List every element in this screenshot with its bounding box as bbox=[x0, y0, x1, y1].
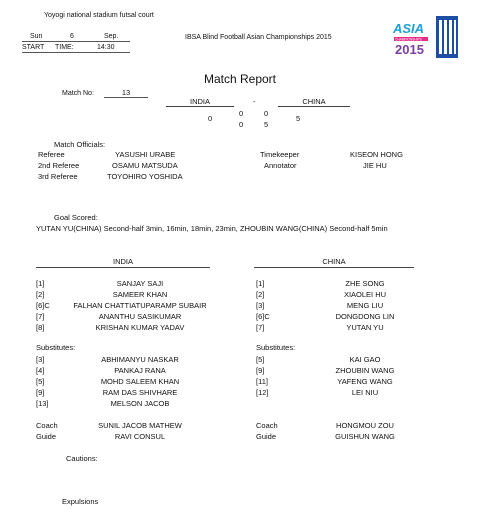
second-referee-name: OSAMU MATSUDA bbox=[112, 161, 178, 170]
referee-name: YASUSHI URABE bbox=[115, 150, 176, 159]
list-item: [6]C bbox=[256, 312, 270, 321]
list-item: [2] bbox=[256, 290, 265, 299]
india-coach-name: SUNIL JACOB MATHEW bbox=[98, 421, 182, 430]
first-half-home: 0 bbox=[239, 109, 244, 118]
home-total-score: 0 bbox=[208, 114, 213, 123]
report-title: Match Report bbox=[203, 72, 277, 86]
list-item: [6]C bbox=[36, 301, 50, 310]
team-home-header: INDIA bbox=[189, 97, 210, 106]
list-item: [13] bbox=[36, 399, 49, 408]
date-day: 6 bbox=[70, 33, 74, 40]
venue: Yoyogi national stadium futsal court bbox=[44, 12, 154, 19]
list-item: RAM DAS SHIVHARE bbox=[102, 388, 178, 397]
annotator-label: Annotator bbox=[264, 161, 297, 170]
expulsions-label: Expulsions bbox=[62, 497, 99, 506]
first-half-away: 0 bbox=[264, 109, 269, 118]
second-half-away: 5 bbox=[264, 120, 269, 129]
svg-text:CHAMPIONSHIPS: CHAMPIONSHIPS bbox=[395, 37, 422, 42]
list-item: ANANTHU SASIKUMAR bbox=[98, 312, 182, 321]
india-coach-label: Coach bbox=[36, 421, 58, 430]
ibsa-logo bbox=[436, 16, 458, 58]
start-time: 14:30 bbox=[97, 44, 115, 51]
second-half-home: 0 bbox=[239, 120, 244, 129]
annotator-name: JIE HU bbox=[363, 161, 387, 170]
list-item: ZHOUBIN WANG bbox=[335, 366, 395, 375]
timekeeper-name: KISEON HONG bbox=[350, 150, 403, 159]
cautions-label: Cautions: bbox=[66, 454, 98, 463]
list-item: [7] bbox=[256, 323, 265, 332]
timekeeper-label: Timekeeper bbox=[260, 150, 300, 159]
team-away-header: CHINA bbox=[302, 97, 326, 106]
away-total-score: 5 bbox=[296, 114, 301, 123]
match-no-underline bbox=[104, 97, 148, 98]
away-header-underline bbox=[278, 106, 350, 107]
list-item: XIAOLEI HU bbox=[343, 290, 387, 299]
india-team-header: INDIA bbox=[112, 257, 133, 266]
list-item: LEI NIU bbox=[351, 388, 379, 397]
list-item: MENG LIU bbox=[346, 301, 384, 310]
svg-text:ASIA: ASIA bbox=[393, 21, 425, 36]
china-coach-name: HONGMOU ZOU bbox=[336, 421, 394, 430]
list-item: [5] bbox=[36, 377, 45, 386]
india-guide-label: Guide bbox=[36, 432, 57, 441]
list-item: [7] bbox=[36, 312, 45, 321]
list-item: [12] bbox=[256, 388, 269, 397]
list-item: [5] bbox=[256, 355, 265, 364]
date-month: Sep. bbox=[104, 33, 119, 40]
score-dash: - bbox=[253, 97, 256, 106]
third-referee-label: 3rd Referee bbox=[38, 172, 78, 181]
china-subs-label: Substitutes: bbox=[256, 343, 296, 352]
date-underline bbox=[22, 41, 130, 42]
start-label: START bbox=[22, 44, 45, 51]
match-no: 13 bbox=[121, 88, 131, 97]
list-item: [11] bbox=[256, 377, 268, 386]
list-item: FALHAN CHATTIATUPARAMP SUBAIR bbox=[73, 301, 207, 310]
third-referee-name: TOYOHIRO YOSHIDA bbox=[107, 172, 183, 181]
china-coach-label: Coach bbox=[256, 421, 278, 430]
india-subs-label: Substitutes: bbox=[36, 343, 76, 352]
list-item: [3] bbox=[256, 301, 265, 310]
list-item: PANKAJ RANA bbox=[114, 366, 166, 375]
list-item: ZHE SONG bbox=[345, 279, 385, 288]
goals-text: YUTAN YU(CHINA) Second-half 3min, 16min, 18min, 23min, ZHOUBIN WANG(CHINA) Second-half 5min bbox=[36, 224, 388, 233]
india-guide-name: RAVI CONSUL bbox=[114, 432, 166, 441]
list-item: DONGDONG LIN bbox=[335, 312, 395, 321]
list-item: [2] bbox=[36, 290, 45, 299]
referee-label: Referee bbox=[38, 150, 65, 159]
list-item: KRISHAN KUMAR YADAV bbox=[95, 323, 185, 332]
list-item: [3] bbox=[36, 355, 45, 364]
list-item: YAFENG WANG bbox=[337, 377, 393, 386]
china-header-underline bbox=[254, 267, 414, 268]
list-item: SANJAY SAJI bbox=[116, 279, 164, 288]
india-header-underline bbox=[36, 267, 210, 268]
goals-heading: Goal Scored: bbox=[54, 213, 98, 222]
date-day-name: Sun bbox=[30, 33, 43, 40]
svg-text:2015: 2015 bbox=[395, 42, 424, 57]
china-guide-name: GUISHUN WANG bbox=[335, 432, 395, 441]
match-no-label: Match No: bbox=[62, 90, 94, 97]
list-item: [4] bbox=[36, 366, 45, 375]
list-item: SAMEER KHAN bbox=[112, 290, 168, 299]
start-time-label: TIME: bbox=[55, 44, 74, 51]
china-guide-label: Guide bbox=[256, 432, 277, 441]
home-header-underline bbox=[166, 106, 234, 107]
china-team-header: CHINA bbox=[322, 257, 346, 266]
list-item: [1] bbox=[36, 279, 45, 288]
second-referee-label: 2nd Referee bbox=[38, 161, 80, 170]
start-underline bbox=[22, 52, 130, 53]
list-item: [9] bbox=[256, 366, 265, 375]
list-item: ABHIMANYU NASKAR bbox=[101, 355, 179, 364]
event-title: IBSA Blind Football Asian Championships 2015 bbox=[185, 34, 332, 41]
list-item: [8] bbox=[36, 323, 45, 332]
list-item: KAI GAO bbox=[349, 355, 381, 364]
asia-championships-logo bbox=[392, 18, 432, 58]
list-item: YUTAN YU bbox=[346, 323, 384, 332]
officials-heading: Match Officials: bbox=[54, 140, 106, 149]
list-item: MOHD SALEEM KHAN bbox=[100, 377, 180, 386]
list-item: [1] bbox=[256, 279, 265, 288]
list-item: [9] bbox=[36, 388, 45, 397]
list-item: MELSON JACOB bbox=[110, 399, 170, 408]
